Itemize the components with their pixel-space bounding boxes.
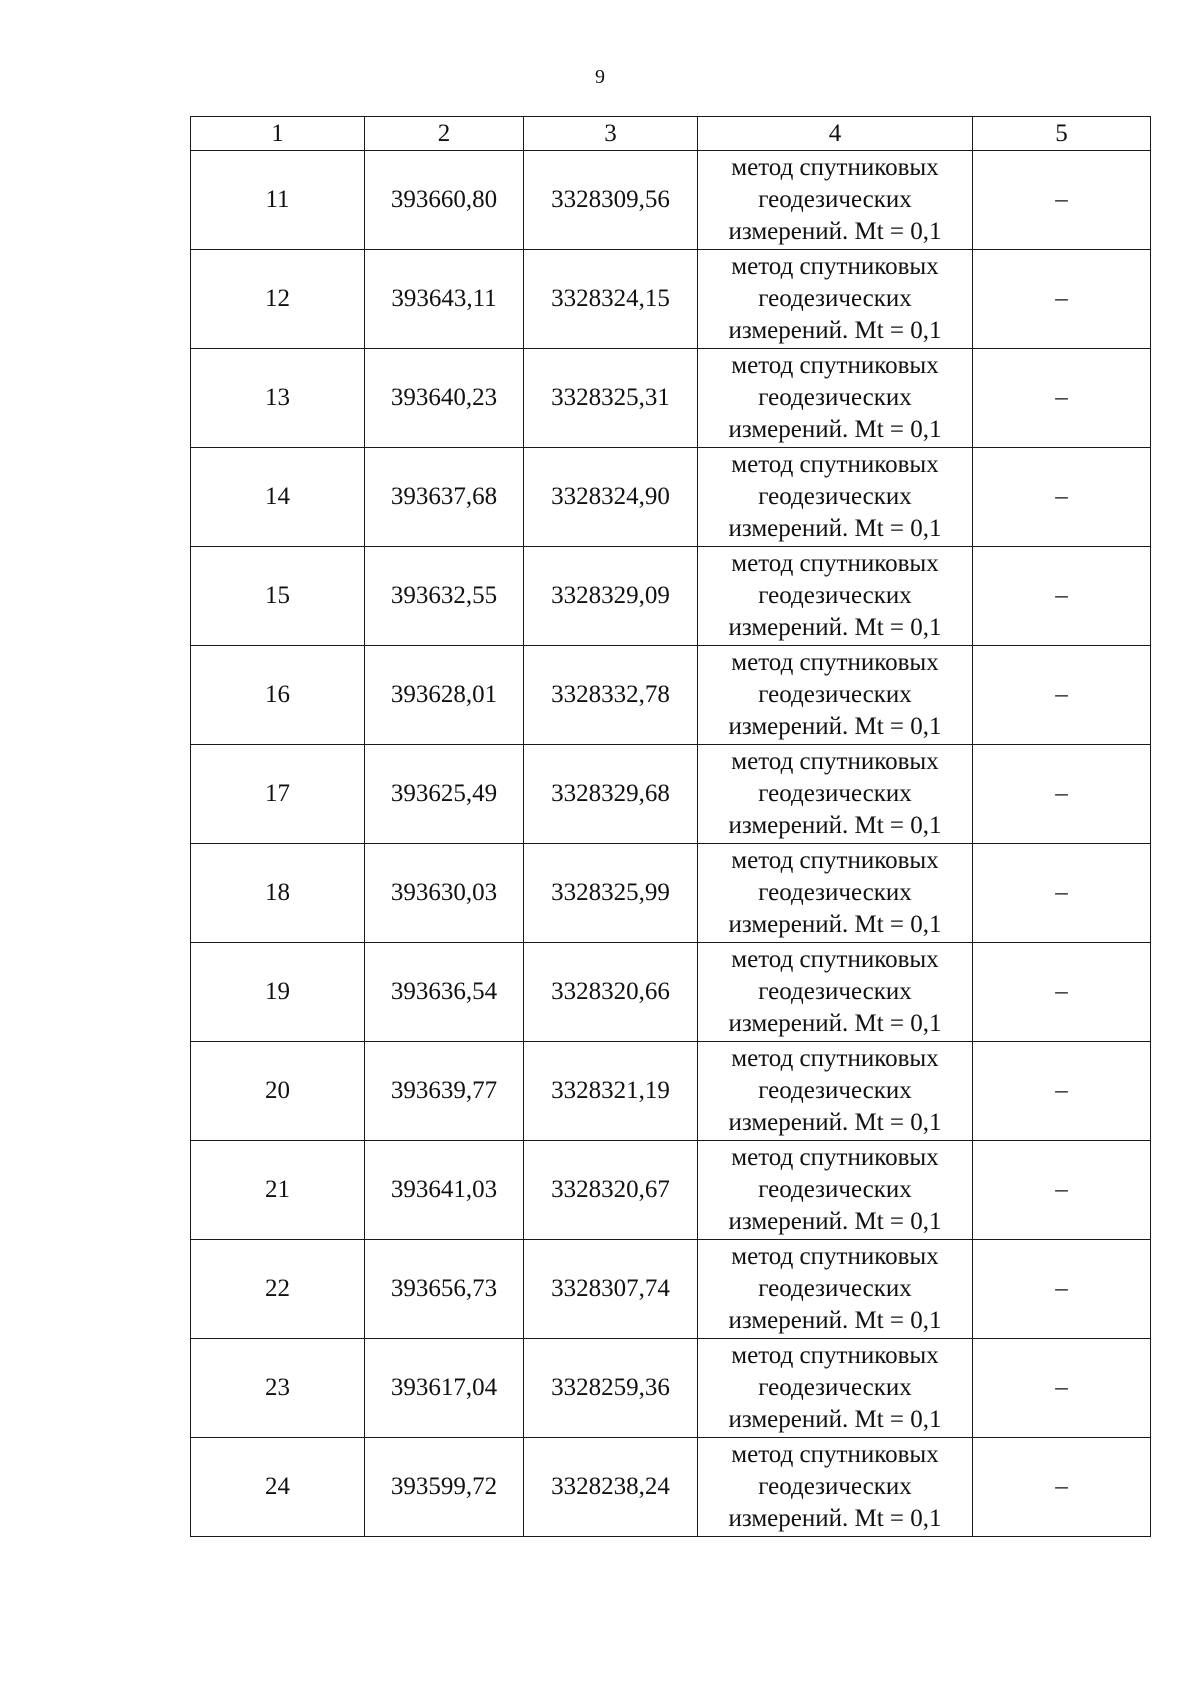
- x-coordinate-cell: 393628,01: [365, 646, 524, 745]
- table-row: [191, 151, 1151, 250]
- method-text-line: измерений. Mt = 0,1: [728, 1505, 942, 1532]
- x-coordinate-cell: 393599,72: [365, 1438, 524, 1537]
- point-number-cell: 19: [191, 943, 365, 1042]
- point-number-cell: 14: [191, 448, 365, 547]
- y-coordinate-cell: 3328320,67: [524, 1141, 698, 1240]
- method-text-line: геодезических: [758, 384, 912, 411]
- method-text-line: измерений. Mt = 0,1: [728, 317, 942, 344]
- note-cell: –: [973, 1438, 1151, 1537]
- column-header-1: 1: [191, 117, 365, 151]
- method-text-line: измерений. Mt = 0,1: [728, 1307, 942, 1334]
- method-text-line: метод спутниковых: [731, 1045, 939, 1072]
- method-text-line: геодезических: [758, 285, 912, 312]
- y-coordinate-cell: 3328320,66: [524, 943, 698, 1042]
- y-coordinate-cell: 3328321,19: [524, 1042, 698, 1141]
- method-text-line: метод спутниковых: [731, 748, 939, 775]
- column-header-4: 4: [698, 117, 973, 151]
- note-cell: –: [973, 745, 1151, 844]
- method-cell: [698, 1339, 973, 1438]
- point-number-cell: 18: [191, 844, 365, 943]
- column-header-3: 3: [524, 117, 698, 151]
- method-text-line: геодезических: [758, 1275, 912, 1302]
- point-number-cell: 24: [191, 1438, 365, 1537]
- table-row: [191, 844, 1151, 943]
- method-cell: [698, 1042, 973, 1141]
- method-text-line: измерений. Mt = 0,1: [728, 515, 942, 542]
- method-text-line: измерений. Mt = 0,1: [728, 1010, 942, 1037]
- method-text-line: геодезических: [758, 186, 912, 213]
- note-cell: –: [973, 1339, 1151, 1438]
- method-text-line: измерений. Mt = 0,1: [728, 416, 942, 443]
- method-text-line: геодезических: [758, 1374, 912, 1401]
- point-number-cell: 23: [191, 1339, 365, 1438]
- method-cell: [698, 844, 973, 943]
- note-cell: –: [973, 349, 1151, 448]
- method-text-line: измерений. Mt = 0,1: [728, 1208, 942, 1235]
- method-text-line: метод спутниковых: [731, 253, 939, 280]
- method-text-line: измерений. Mt = 0,1: [728, 218, 942, 245]
- x-coordinate-cell: 393656,73: [365, 1240, 524, 1339]
- y-coordinate-cell: 3328329,68: [524, 745, 698, 844]
- method-cell: [698, 250, 973, 349]
- x-coordinate-cell: 393660,80: [365, 151, 524, 250]
- table-row: [191, 1141, 1151, 1240]
- note-cell: –: [973, 151, 1151, 250]
- table-row: [191, 547, 1151, 646]
- method-cell: [698, 943, 973, 1042]
- x-coordinate-cell: 393637,68: [365, 448, 524, 547]
- point-number-cell: 15: [191, 547, 365, 646]
- method-text-line: геодезических: [758, 681, 912, 708]
- method-text-line: геодезических: [758, 879, 912, 906]
- point-number-cell: 11: [191, 151, 365, 250]
- method-cell: [698, 448, 973, 547]
- table-row: [191, 1438, 1151, 1537]
- method-text-line: метод спутниковых: [731, 451, 939, 478]
- method-text-line: измерений. Mt = 0,1: [728, 911, 942, 938]
- table-row: [191, 1042, 1151, 1141]
- x-coordinate-cell: 393617,04: [365, 1339, 524, 1438]
- method-text-line: измерений. Mt = 0,1: [728, 713, 942, 740]
- table-header-row: [191, 117, 1151, 151]
- method-text-line: геодезических: [758, 780, 912, 807]
- method-text-line: измерений. Mt = 0,1: [728, 614, 942, 641]
- method-text-line: измерений. Mt = 0,1: [728, 1109, 942, 1136]
- method-cell: [698, 646, 973, 745]
- point-number-cell: 17: [191, 745, 365, 844]
- point-number-cell: 12: [191, 250, 365, 349]
- note-cell: –: [973, 646, 1151, 745]
- coordinates-table: [190, 116, 1151, 1537]
- x-coordinate-cell: 393625,49: [365, 745, 524, 844]
- note-cell: –: [973, 1042, 1151, 1141]
- method-text-line: геодезических: [758, 483, 912, 510]
- method-text-line: измерений. Mt = 0,1: [728, 812, 942, 839]
- method-text-line: метод спутниковых: [731, 847, 939, 874]
- point-number-cell: 13: [191, 349, 365, 448]
- note-cell: –: [973, 250, 1151, 349]
- method-text-line: метод спутниковых: [731, 1441, 939, 1468]
- y-coordinate-cell: 3328325,99: [524, 844, 698, 943]
- method-text-line: метод спутниковых: [731, 649, 939, 676]
- table-row: [191, 250, 1151, 349]
- note-cell: –: [973, 943, 1151, 1042]
- y-coordinate-cell: 3328324,15: [524, 250, 698, 349]
- y-coordinate-cell: 3328324,90: [524, 448, 698, 547]
- method-cell: [698, 1240, 973, 1339]
- method-text-line: метод спутниковых: [731, 550, 939, 577]
- method-text-line: измерений. Mt = 0,1: [728, 1406, 942, 1433]
- note-cell: –: [973, 547, 1151, 646]
- method-text-line: метод спутниковых: [731, 154, 939, 181]
- x-coordinate-cell: 393636,54: [365, 943, 524, 1042]
- method-text-line: геодезических: [758, 1473, 912, 1500]
- method-cell: [698, 349, 973, 448]
- y-coordinate-cell: 3328309,56: [524, 151, 698, 250]
- x-coordinate-cell: 393643,11: [365, 250, 524, 349]
- y-coordinate-cell: 3328332,78: [524, 646, 698, 745]
- column-header-2: 2: [365, 117, 524, 151]
- x-coordinate-cell: 393640,23: [365, 349, 524, 448]
- method-cell: [698, 547, 973, 646]
- method-text-line: метод спутниковых: [731, 1342, 939, 1369]
- y-coordinate-cell: 3328259,36: [524, 1339, 698, 1438]
- method-cell: [698, 151, 973, 250]
- method-text-line: геодезических: [758, 978, 912, 1005]
- table-row: [191, 349, 1151, 448]
- note-cell: –: [973, 1141, 1151, 1240]
- method-text-line: метод спутниковых: [731, 946, 939, 973]
- table-row: [191, 745, 1151, 844]
- point-number-cell: 22: [191, 1240, 365, 1339]
- method-cell: [698, 1141, 973, 1240]
- point-number-cell: 16: [191, 646, 365, 745]
- note-cell: –: [973, 844, 1151, 943]
- method-cell: [698, 1438, 973, 1537]
- page-number: 9: [595, 66, 605, 88]
- note-cell: –: [973, 448, 1151, 547]
- x-coordinate-cell: 393641,03: [365, 1141, 524, 1240]
- method-text-line: геодезических: [758, 1176, 912, 1203]
- method-text-line: метод спутниковых: [731, 1144, 939, 1171]
- table-row: [191, 1240, 1151, 1339]
- method-text-line: геодезических: [758, 1077, 912, 1104]
- method-text-line: метод спутниковых: [731, 352, 939, 379]
- x-coordinate-cell: 393632,55: [365, 547, 524, 646]
- point-number-cell: 20: [191, 1042, 365, 1141]
- method-cell: [698, 745, 973, 844]
- x-coordinate-cell: 393630,03: [365, 844, 524, 943]
- table-row: [191, 1339, 1151, 1438]
- y-coordinate-cell: 3328325,31: [524, 349, 698, 448]
- method-text-line: геодезических: [758, 582, 912, 609]
- y-coordinate-cell: 3328238,24: [524, 1438, 698, 1537]
- point-number-cell: 21: [191, 1141, 365, 1240]
- note-cell: –: [973, 1240, 1151, 1339]
- table-row: [191, 646, 1151, 745]
- y-coordinate-cell: 3328307,74: [524, 1240, 698, 1339]
- table-row: [191, 943, 1151, 1042]
- y-coordinate-cell: 3328329,09: [524, 547, 698, 646]
- x-coordinate-cell: 393639,77: [365, 1042, 524, 1141]
- method-text-line: метод спутниковых: [731, 1243, 939, 1270]
- column-header-5: 5: [973, 117, 1151, 151]
- table-row: [191, 448, 1151, 547]
